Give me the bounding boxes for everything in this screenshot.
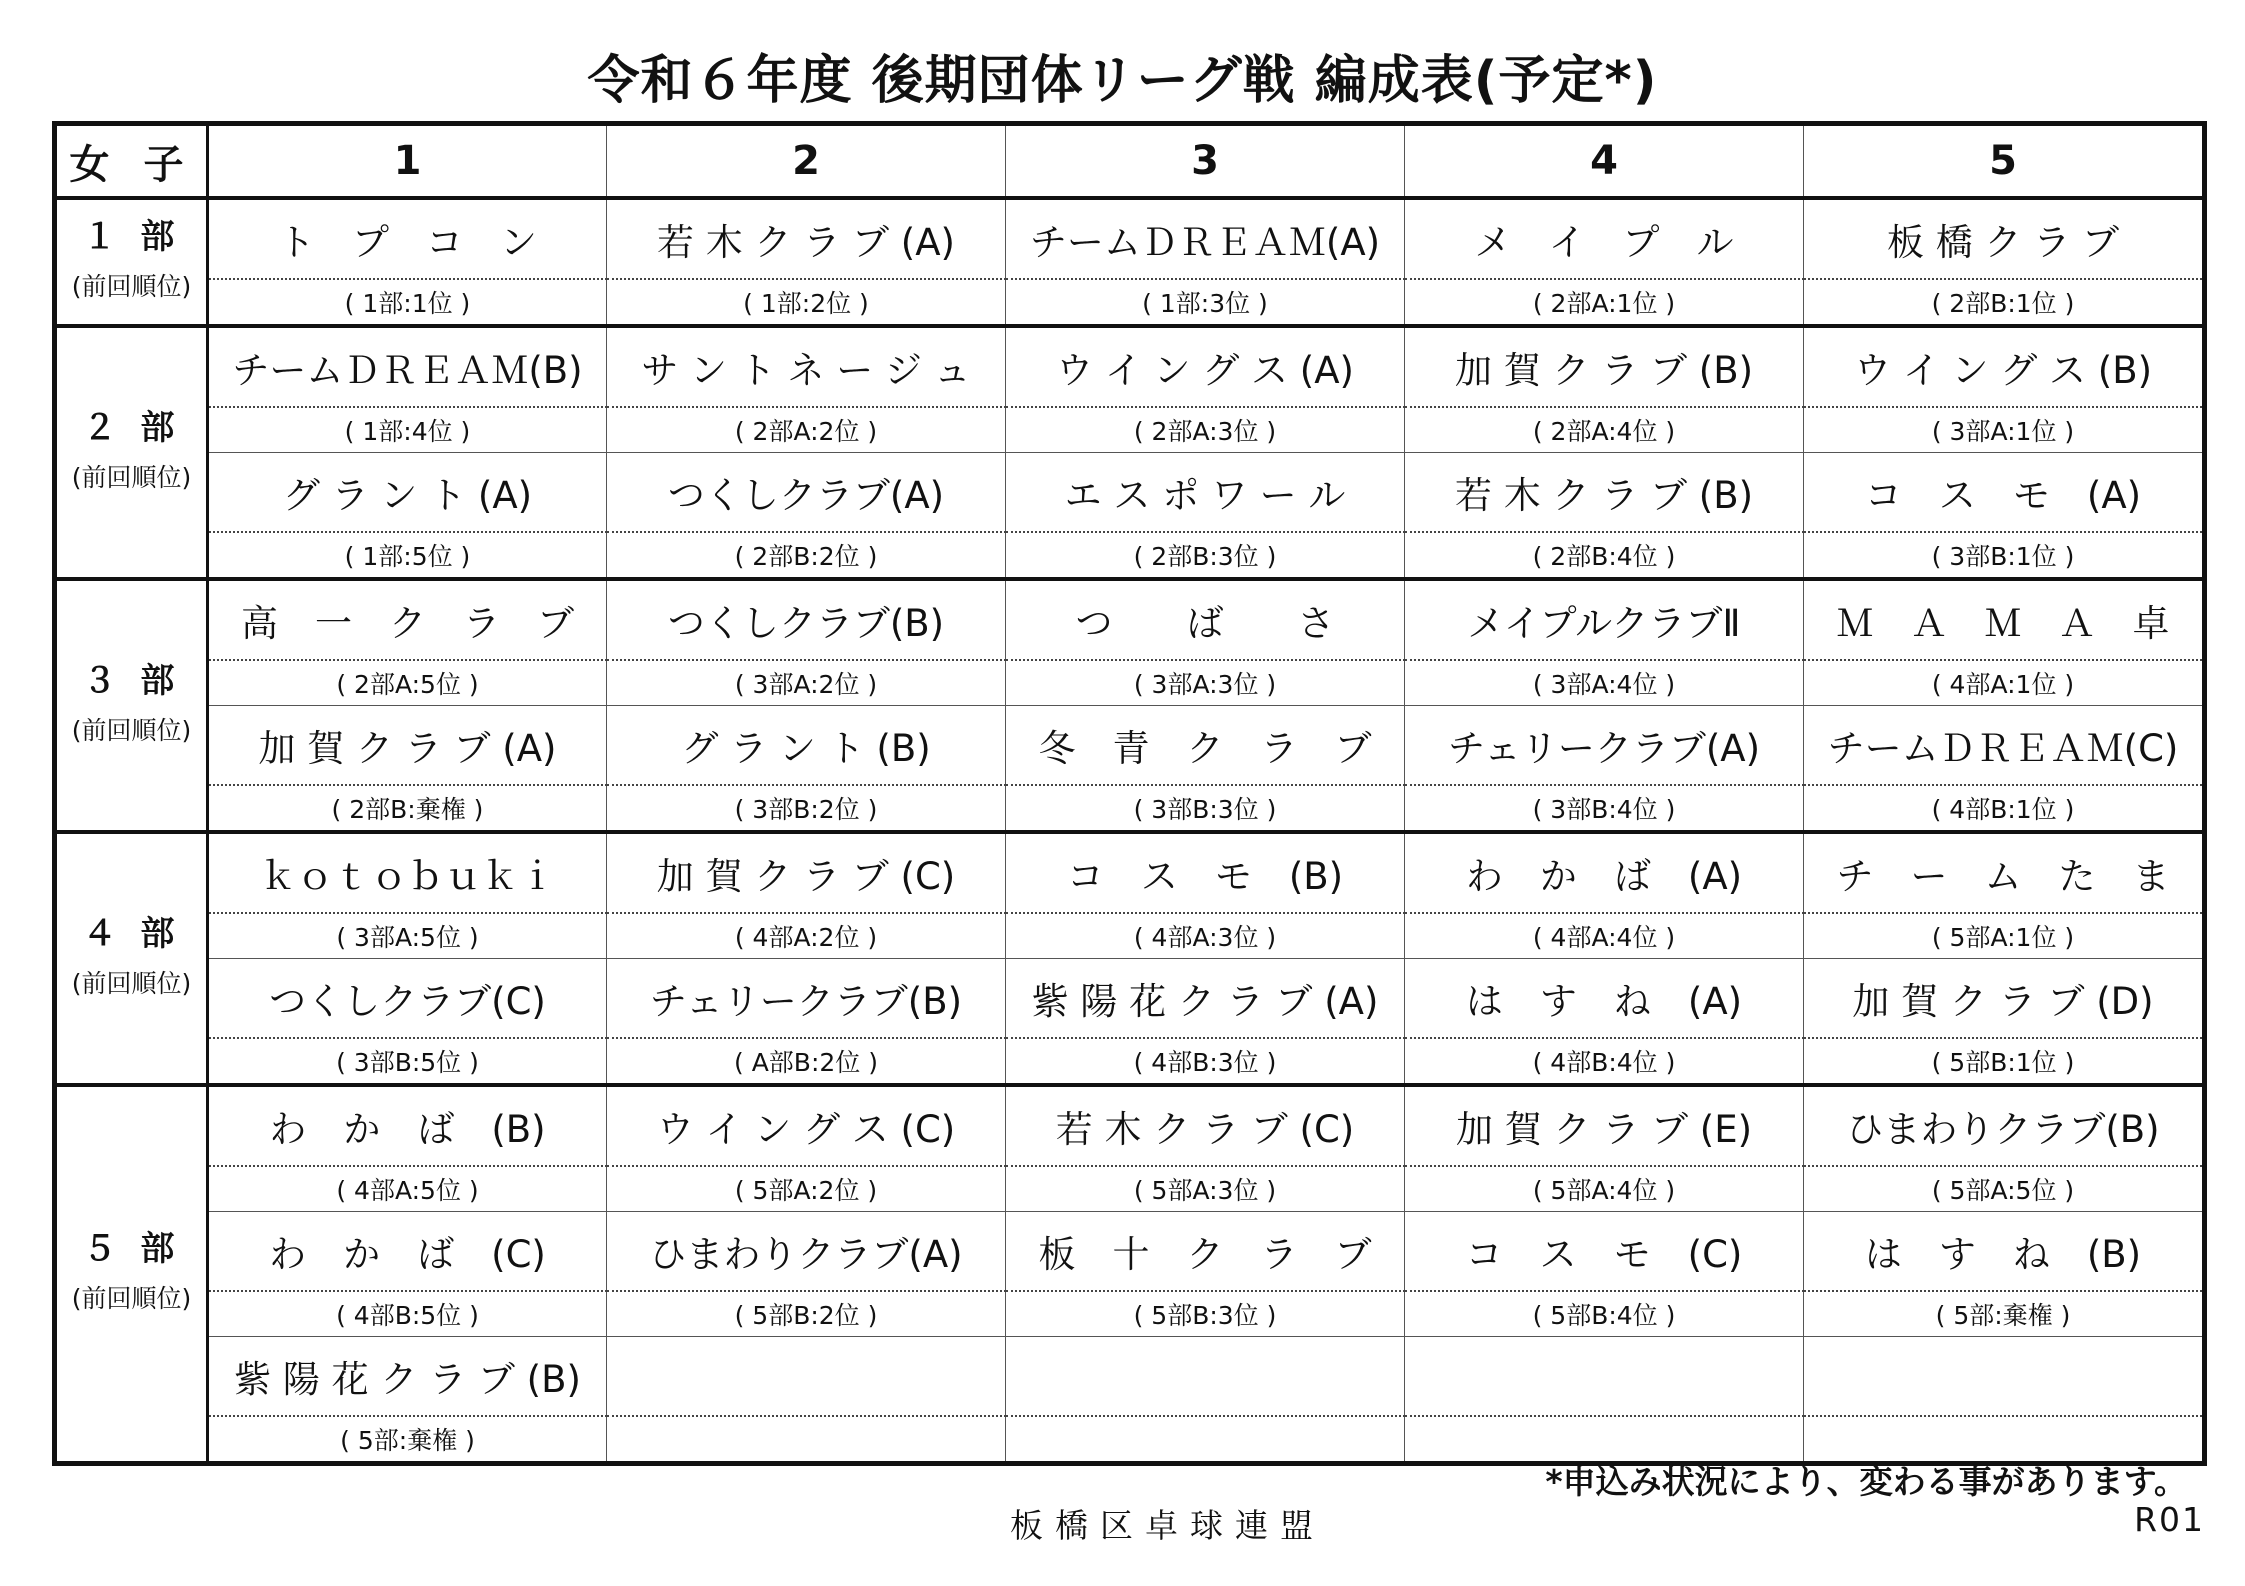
team-row	[55, 1212, 2205, 1292]
previous-rank: ( 2部A:5位 )	[208, 660, 607, 706]
team-name: ｋｏｔｏｂｕｋｉ	[208, 832, 607, 913]
team-name: ひまわりクラブ(B)	[1804, 1085, 2205, 1166]
previous-rank: ( 2部A:4位 )	[1405, 407, 1804, 453]
previous-rank: ( 4部B:4位 )	[1405, 1038, 1804, 1085]
team-row	[55, 1085, 2205, 1166]
previous-rank: ( 1部:1位 )	[208, 279, 607, 326]
column-header: 4	[1405, 124, 1804, 199]
previous-rank: ( 1部:3位 )	[1006, 279, 1405, 326]
division-label	[55, 1085, 208, 1464]
previous-rank: ( 3部B:5位 )	[208, 1038, 607, 1085]
league-body	[55, 198, 2205, 1464]
previous-rank: ( 2部B:3位 )	[1006, 532, 1405, 579]
division-label	[55, 198, 208, 326]
team-row	[55, 959, 2205, 1039]
team-name: グ ラ ン ト (B)	[607, 706, 1006, 786]
team-name	[607, 1337, 1006, 1417]
page-title: 令和６年度 後期団体リーグ戦 編成表(予定*)	[587, 51, 1658, 111]
previous-rank	[607, 1416, 1006, 1464]
previous-rank: ( 4部A:3位 )	[1006, 913, 1405, 959]
previous-rank: ( 4部A:1位 )	[1804, 660, 2205, 706]
team-name: メ イ プ ル	[1405, 198, 1804, 279]
team-name: コ ス モ (C)	[1405, 1212, 1804, 1292]
team-row	[55, 1337, 2205, 1417]
team-name: つ ば さ	[1006, 579, 1405, 660]
team-name: コ ス モ (A)	[1804, 453, 2205, 533]
footnote: *申込み状況により、変わる事があります。	[1545, 1462, 2187, 1501]
team-name: ひまわりクラブ(A)	[607, 1212, 1006, 1292]
team-name: 紫 陽 花 ク ラ ブ (A)	[1006, 959, 1405, 1039]
team-name: チェリークラブ(A)	[1405, 706, 1804, 786]
previous-rank-row	[55, 660, 2205, 706]
team-name: 加 賀 ク ラ ブ (E)	[1405, 1085, 1804, 1166]
previous-rank: ( 2部B:2位 )	[607, 532, 1006, 579]
team-name: チェリークラブ(B)	[607, 959, 1006, 1039]
team-name: 加 賀 ク ラ ブ (D)	[1804, 959, 2205, 1039]
column-header: 3	[1006, 124, 1405, 199]
team-name: ト プ コ ン	[208, 198, 607, 279]
previous-rank-row	[55, 1291, 2205, 1337]
previous-rank: ( 5部A:3位 )	[1006, 1166, 1405, 1212]
team-name: グ ラ ン ト (A)	[208, 453, 607, 533]
division-name: ２ 部	[82, 407, 181, 448]
division-sub-label: (前回順位)	[71, 1284, 192, 1313]
previous-rank: ( 5部:棄権 )	[208, 1416, 607, 1464]
previous-rank: ( 5部B:2位 )	[607, 1291, 1006, 1337]
division-label	[55, 832, 208, 1085]
team-name: 紫 陽 花 ク ラ ブ (B)	[208, 1337, 607, 1417]
team-name: ウ イ ン グ ス (C)	[607, 1085, 1006, 1166]
column-header: 1	[208, 124, 607, 199]
team-name: チームＤＲＥＡＭ(C)	[1804, 706, 2205, 786]
team-name: サ ン ト ネ ー ジ ュ	[607, 326, 1006, 407]
previous-rank: ( 2部A:3位 )	[1006, 407, 1405, 453]
previous-rank: ( 1部:4位 )	[208, 407, 607, 453]
team-name: 加 賀 ク ラ ブ (A)	[208, 706, 607, 786]
previous-rank: ( 3部A:4位 )	[1405, 660, 1804, 706]
team-name: わ か ば (C)	[208, 1212, 607, 1292]
division-name: ５ 部	[82, 1229, 181, 1269]
previous-rank: ( 3部A:5位 )	[208, 913, 607, 959]
team-name: チームＤＲＥＡＭ(B)	[208, 326, 607, 407]
league-table	[52, 121, 2207, 1466]
team-row	[55, 832, 2205, 913]
team-name: つくしクラブ(A)	[607, 453, 1006, 533]
team-name: エ ス ポ ワ ー ル	[1006, 453, 1405, 533]
previous-rank: ( 2部A:2位 )	[607, 407, 1006, 453]
team-name: 若 木 ク ラ ブ (A)	[607, 198, 1006, 279]
team-name: チームＤＲＥＡＭ(A)	[1006, 198, 1405, 279]
previous-rank: ( 4部A:2位 )	[607, 913, 1006, 959]
division-name: １ 部	[82, 217, 181, 257]
column-header: 5	[1804, 124, 2205, 199]
previous-rank: ( 3部A:2位 )	[607, 660, 1006, 706]
previous-rank-row	[55, 1038, 2205, 1085]
previous-rank: ( 3部B:4位 )	[1405, 785, 1804, 832]
previous-rank: ( 3部B:2位 )	[607, 785, 1006, 832]
division-sub-label: (前回順位)	[71, 968, 192, 998]
previous-rank-row	[55, 913, 2205, 959]
team-name: 若 木 ク ラ ブ (C)	[1006, 1085, 1405, 1166]
previous-rank-row	[55, 532, 2205, 579]
previous-rank: ( 5部:棄権 )	[1804, 1291, 2205, 1337]
previous-rank: ( 5部A:1位 )	[1804, 913, 2205, 959]
team-name: 板 橋 ク ラ ブ	[1804, 198, 2205, 279]
previous-rank: ( 3部B:1位 )	[1804, 532, 2205, 579]
team-name: つくしクラブ(B)	[607, 579, 1006, 660]
team-name: は す ね (B)	[1804, 1212, 2205, 1292]
header-corner: 女 子	[55, 124, 208, 199]
previous-rank: ( A部B:2位 )	[607, 1038, 1006, 1085]
previous-rank: ( 2部B:棄権 )	[208, 785, 607, 832]
division-sub-label: (前回順位)	[71, 272, 192, 301]
team-name: わ か ば (A)	[1405, 832, 1804, 913]
previous-rank: ( 4部A:4位 )	[1405, 913, 1804, 959]
previous-rank: ( 4部B:1位 )	[1804, 785, 2205, 832]
team-row	[55, 706, 2205, 786]
header-row	[55, 124, 2205, 199]
team-name: 加 賀 ク ラ ブ (B)	[1405, 326, 1804, 407]
team-name: Ｍ Ａ Ｍ Ａ 卓	[1804, 579, 2205, 660]
previous-rank: ( 2部B:4位 )	[1405, 532, 1804, 579]
division-name: ４ 部	[82, 913, 181, 954]
previous-rank: ( 4部B:3位 )	[1006, 1038, 1405, 1085]
team-name: ウ イ ン グ ス (B)	[1804, 326, 2205, 407]
team-row	[55, 453, 2205, 533]
team-name: ウ イ ン グ ス (A)	[1006, 326, 1405, 407]
previous-rank	[1006, 1416, 1405, 1464]
previous-rank-row	[55, 785, 2205, 832]
team-name: 冬 青 ク ラ ブ	[1006, 706, 1405, 786]
previous-rank: ( 2部A:1位 )	[1405, 279, 1804, 326]
previous-rank: ( 5部B:1位 )	[1804, 1038, 2205, 1085]
division-label	[55, 579, 208, 832]
division-sub-label: (前回順位)	[71, 462, 192, 492]
previous-rank: ( 5部A:4位 )	[1405, 1166, 1804, 1212]
team-name: わ か ば (B)	[208, 1085, 607, 1166]
team-row	[55, 326, 2205, 407]
team-name	[1405, 1337, 1804, 1417]
division-name: ３ 部	[82, 660, 181, 701]
previous-rank: ( 5部B:3位 )	[1006, 1291, 1405, 1337]
previous-rank: ( 4部A:5位 )	[208, 1166, 607, 1212]
team-name: チ ー ム た ま	[1804, 832, 2205, 913]
previous-rank: ( 2部B:1位 )	[1804, 279, 2205, 326]
previous-rank: ( 4部B:5位 )	[208, 1291, 607, 1337]
previous-rank: ( 3部B:3位 )	[1006, 785, 1405, 832]
team-name: 板 十 ク ラ ブ	[1006, 1212, 1405, 1292]
previous-rank: ( 5部B:4位 )	[1405, 1291, 1804, 1337]
previous-rank: ( 1部:5位 )	[208, 532, 607, 579]
previous-rank-row	[55, 1166, 2205, 1212]
team-name: コ ス モ (B)	[1006, 832, 1405, 913]
document-code: R01	[2134, 1500, 2205, 1539]
previous-rank: ( 5部A:5位 )	[1804, 1166, 2205, 1212]
previous-rank: ( 3部A:3位 )	[1006, 660, 1405, 706]
organization-name: 板橋区卓球連盟	[1010, 1506, 1325, 1545]
previous-rank: ( 5部A:2位 )	[607, 1166, 1006, 1212]
team-row	[55, 198, 2205, 279]
team-name: 若 木 ク ラ ブ (B)	[1405, 453, 1804, 533]
previous-rank-row	[55, 407, 2205, 453]
division-label	[55, 326, 208, 579]
team-name: は す ね (A)	[1405, 959, 1804, 1039]
previous-rank: ( 1部:2位 )	[607, 279, 1006, 326]
previous-rank: ( 3部A:1位 )	[1804, 407, 2205, 453]
column-header: 2	[607, 124, 1006, 199]
team-name	[1804, 1337, 2205, 1417]
team-name: つくしクラブ(C)	[208, 959, 607, 1039]
team-name: メイプルクラブⅡ	[1405, 579, 1804, 660]
team-name: 加 賀 ク ラ ブ (C)	[607, 832, 1006, 913]
team-name: 高 一 ク ラ ブ	[208, 579, 607, 660]
team-row	[55, 579, 2205, 660]
division-sub-label: (前回順位)	[71, 715, 192, 745]
team-name	[1006, 1337, 1405, 1417]
previous-rank-row	[55, 279, 2205, 326]
